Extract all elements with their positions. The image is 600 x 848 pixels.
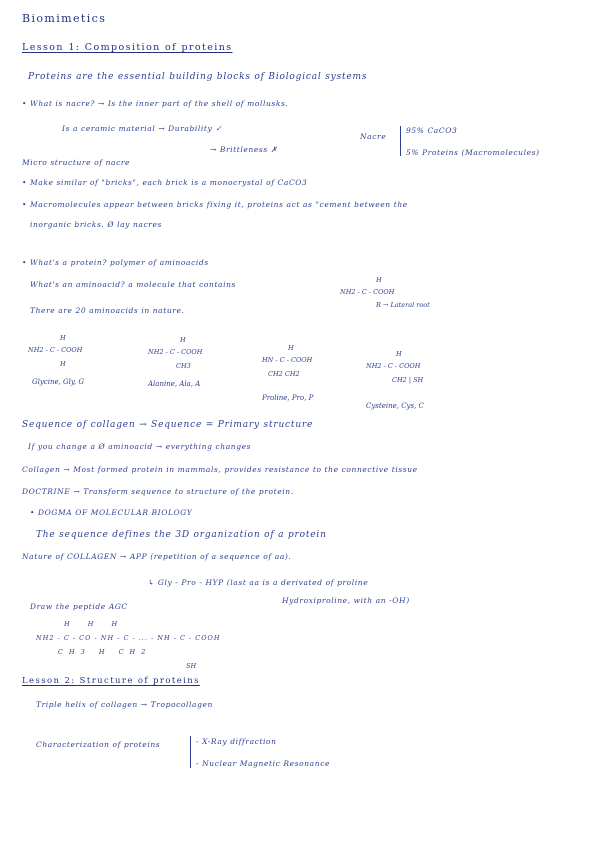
nacre-question: • What is nacre? → Is the inner part of the shell of mollusks. [22,99,289,108]
page-title: Biomimetics [22,12,107,25]
cysteine-structure: H NH2 - C - COOH CH2 | SH Cysteine, Cys, C [366,350,424,410]
formula-main: NH2 - C - COOH [340,288,395,296]
nacre-composition-1: 95% CaCO3 [406,126,458,135]
proline-name: Proline, Pro, P [262,394,314,402]
formula-h: H [376,276,382,284]
nacre-composition-2: 5% Proteins (Macromolecules) [406,148,540,157]
triple-helix-line: Triple helix of collagen → Tropocollagen [36,700,213,709]
microstructure-line-1: • Make similar of "bricks", each brick is a monocrystal of CaCO3 [22,178,308,187]
lesson-2-heading: Lesson 2: Structure of proteins [22,676,200,686]
nacre-brittleness: → Brittleness ✗ [210,145,278,154]
characterization-1: - X-Ray diffraction [196,737,277,746]
sequence-line-1: If you change a Ø aminoacid → everything changes [28,442,252,451]
intro-line: Proteins are the essential building blocks of Biological systems [28,72,368,82]
peptide-agc-structure: H H H NH2 - C - CO - NH - C - ... - NH - C - COOH CH3 H CH2 SH [36,620,221,670]
sequence-line-2: Collagen → Most formed protein in mammals, provides resistance to the connective tissue [22,465,418,474]
sequence-line-7: ↳ Gly - Pro - HYP (last aa is a derivated of proline [148,578,369,587]
characterization-2: - Nuclear Magnetic Resonance [196,759,331,768]
formula-lateral-root: R → Lateral root [376,301,430,309]
nacre-definition: Is a ceramic material → Durability ✓ [62,124,223,133]
microstructure-line-3: inorganic bricks. Ø lay nacres [30,220,162,229]
microstructure-heading: Micro structure of nacre [22,158,131,167]
glycine-structure: H NH2 - C - COOH H Glycine, Gly, G [28,334,84,386]
sequence-line-8: Hydroxiproline, with an -OH) [282,596,410,605]
peptide-heading: Draw the peptide AGC [30,602,128,611]
aminoacid-question: What's an aminoacid? a molecule that contains [30,280,237,289]
sequence-line-3: DOCTRINE → Transform sequence to structure of the protein. [22,487,294,496]
glycine-name: Glycine, Gly, G [32,378,84,386]
protein-question: • What's a protein? polymer of aminoacids [22,258,209,267]
nacre-composition-label: Nacre [360,132,387,141]
aminoacid-count: There are 20 aminoacids in nature. [30,306,185,315]
microstructure-line-2: • Macromolecules appear between bricks fixing it, proteins act as "cement between the [22,200,408,209]
alanine-structure: H NH2 - C - COOH CH3 Alanine, Ala, A [148,336,203,388]
aminoacid-general-formula [340,276,470,324]
characterization-heading: Characterization of proteins [36,740,161,749]
sequence-line-5: The sequence defines the 3D organization of a protein [36,530,327,540]
sequence-line-6: Nature of COLLAGEN → APP (repetition of a sequence of aa). [22,552,292,561]
sequence-heading: Sequence of collagen → Sequence = Primary structure [22,420,314,430]
sequence-line-4: • DOGMA OF MOLECULAR BIOLOGY [30,508,193,517]
alanine-name: Alanine, Ala, A [148,380,201,388]
cysteine-name: Cysteine, Cys, C [366,402,424,410]
lesson-1-heading: Lesson 1: Composition of proteins [22,42,233,53]
proline-structure: H HN - C - COOH CH2 CH2 Proline, Pro, P [262,344,314,402]
